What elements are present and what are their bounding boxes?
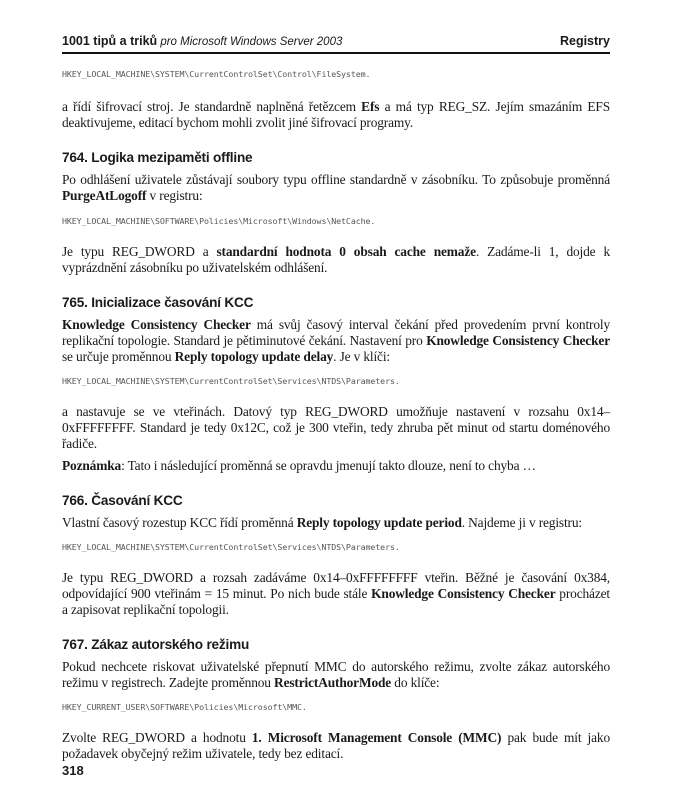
- book-subtitle: pro Microsoft Windows Server 2003: [160, 36, 343, 48]
- paragraph: Je typu REG_DWORD a rozsah zadáváme 0x14–0xFFFFFFFF vteřin. Běžné je časování 0x384, odpovídající 900 vteřinám = 15 minut. Po nich bude stále Knowledge Consistency Checker procházet a zapisovat replikační topologii.: [62, 570, 610, 617]
- book-title: 1001 tipů a triků: [62, 34, 158, 48]
- paragraph: Je typu REG_DWORD a standardní hodnota 0 obsah cache nemaže. Zadáme-li 1, dojde k vyprázdnění zásobníku po uživatelském odhlášení.: [62, 244, 610, 275]
- page-body: [62, 66, 610, 762]
- registry-path: HKEY_CURRENT_USER\SOFTWARE\Policies\Microsoft\MMC.: [62, 702, 307, 712]
- registry-path: HKEY_LOCAL_MACHINE\SYSTEM\CurrentControlSet\Services\NTDS\Parameters.: [62, 376, 400, 386]
- paragraph: Pokud nechcete riskovat uživatelské přepnutí MMC do autorského režimu, zvolte zákaz autorského režimu v registrech. Zadejte proměnnou RestrictAuthorMode do klíče:: [62, 659, 610, 690]
- registry-path: HKEY_LOCAL_MACHINE\SYSTEM\CurrentControlSet\Services\NTDS\Parameters.: [62, 542, 400, 552]
- paragraph: Knowledge Consistency Checker má svůj časový interval čekání před provedením první kontroly replikační topologie. Standard je pětiminutové čekání. Nastavení pro Knowledge Consistency Checker se určuje proměnnou Reply topology update delay. Je v klíči:: [62, 317, 610, 364]
- running-header: [62, 32, 610, 52]
- paragraph: a řídí šifrovací stroj. Je standardně naplněná řetězcem Efs a má typ REG_SZ. Jejím smazáním EFS deaktivujeme, editací bychom mohli zvolit jiné šifrovací programy.: [62, 99, 610, 130]
- tip-heading-765: 765. Inicializace časování KCC: [62, 295, 254, 310]
- note: Poznámka: Tato i následující proměnná se opravdu jmenují takto dlouze, není to chyba …: [62, 458, 536, 473]
- tip-heading-764: 764. Logika mezipaměti offline: [62, 150, 253, 165]
- tip-heading-766: 766. Časování KCC: [62, 493, 183, 508]
- section-name: Registry: [559, 34, 610, 48]
- tip-heading-767: 767. Zákaz autorského režimu: [62, 637, 250, 652]
- paragraph: Zvolte REG_DWORD a hodnotu 1. Microsoft Management Console (MMC) pak bude mít jako požadavek obyčejný režim uživatele, tedy bez editací.: [62, 730, 610, 761]
- registry-path: HKEY_LOCAL_MACHINE\SOFTWARE\Policies\Microsoft\Windows\NetCache.: [62, 216, 376, 226]
- registry-path: HKEY_LOCAL_MACHINE\SYSTEM\CurrentControlSet\Control\FileSystem.: [62, 69, 371, 79]
- paragraph: a nastavuje se ve vteřinách. Datový typ REG_DWORD umožňuje nastavení v rozsahu 0x14–0xFFFFFFFF. Standard je tedy 0x12C, což je 300 vteřin, tedy zhruba pět minut od startu doménového řadiče.: [62, 404, 610, 451]
- page-number: 318: [62, 763, 84, 778]
- paragraph: Vlastní časový rozestup KCC řídí proměnná Reply topology update period. Najdeme ji v registru:: [62, 515, 582, 530]
- paragraph: Po odhlášení uživatele zůstávají soubory typu offline standardně v zásobníku. To způsobuje proměnná PurgeAtLogoff v registru:: [62, 172, 610, 203]
- header-divider: [62, 52, 610, 54]
- book-title-line: [62, 34, 342, 49]
